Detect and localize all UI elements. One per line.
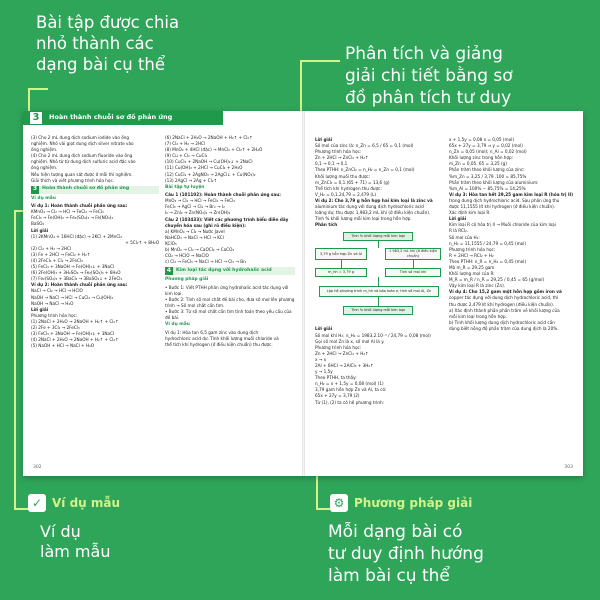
text-line: dùng biết nồng độ phần trăm của dung dịch là 20%. [449,325,559,331]
gear-icon: ⚙ [330,494,348,512]
equation-line: (7) Cl₂ + H₂ → 2HCl [165,141,206,147]
left-page-column-2 [165,135,295,348]
method-badge-label: Phương pháp giải [354,496,473,510]
equation-line: (4) 2NaCl + 2H₂O → 2NaOH + H₂↑ + Cl₂↑ [31,337,119,343]
reaction-chain: FeCl₃ → Fe(OH)₃ → Fe₂(SO₄)₃ → Fe(NO₃)₃ [31,215,114,221]
example-badge-label: Ví dụ mẫu [52,496,121,510]
connector-line [14,210,16,510]
reaction-chain: FeCl₃ → AgCl → Cl₂ → Br₂ → I₂ [165,204,225,210]
text-line: m_Zn = 0,05. 65 = 3,25 (g) [449,161,507,167]
block-number: 4 [166,266,172,274]
callout-line: Bài tập được chia [36,13,180,32]
reaction-chain: BaSO₄ [31,221,45,227]
method-step: • Bước 2: Tính số mol chất đề bài cho, đưa số mol lên phương trình → Số mol chất cần tìm. [165,296,295,308]
practice-label: Bài tập tự luyện [165,184,205,190]
example-title: Ví dụ 1: Hoàn thành chuỗi phản ứng sau: [31,203,128,209]
text-line: Số mol của H₂: [449,234,480,240]
connector-line [300,60,340,62]
flow-box-goal: Tính % khối lượng mỗi kim loại [343,232,413,241]
right-page-column-2 [449,137,577,332]
connector-line [316,508,330,510]
reaction-chain: I₂ → ZnI₂ → Zn(NO₃)₂ → Zn(OH)₂ [165,210,231,216]
text-line: Số mol khí H₂: n_H₂ = 1983,2.10⁻³ / 24,79 = 0,08 (mol) [315,332,431,338]
text-line: n_H₂ = x + 1,5y = 0,08 (mol) (1) [315,381,384,387]
text-line: Khối lượng muối thu được: [315,173,371,179]
text-line: (3) Cho 2 mL dung dịch sodium iodide vào ống [31,135,130,140]
equation-line: Zn + 2HCl → ZnCl₂ + H₂↑ [315,155,369,161]
right-page [305,111,583,476]
exercise-title: Câu 1 (101102): Hoàn thành chuỗi phản ứng sau: [165,192,281,198]
text-line: R là RCl₂. [449,228,469,234]
equation-line: (9) Cu + Cl₂ → CuCl₂ [165,153,208,159]
text-line: a) Xác định thành phần phần trăm về khối lượng của [449,307,560,313]
callout-exercise-types [36,12,266,75]
page-number: 302 [33,465,42,471]
callout-line: Ví dụ [40,522,81,541]
equation-line: (12) CuCl₂ + 2AgNO₃ → 2AgCl↓ + Cu(NO₃)₂ [165,171,256,177]
text-line: n_Zn = 0,05 (mol); n_Al = 0,02 (mol) [449,149,527,155]
equation-line: (4) 2FeCl₂ + Cl₂ → 2FeCl₃ [31,257,83,263]
equation-line: Phương trình hóa học: [31,312,78,318]
text-line: trong dung dịch hydrochloric acid. Sau phản ứng thu [449,197,560,203]
equation-line: 0,1 → 0,1 → 0,1 [315,161,348,167]
equation-line: R + 2HCl → RCl₂ + H₂ [449,252,494,258]
method-label: Phương pháp giải [165,277,209,283]
callout-line: dạng bài cụ thể [36,55,166,75]
solution-label: Lời giải [31,306,49,312]
example-title: Ví dụ 4: Cho 15,2 gam một hỗn hợp gồm iron và [449,289,562,295]
flow-box-system: Lập hệ phương trình m_hh và bảo toàn e, tính số mol Al, Zn [319,286,439,297]
equation-line: 2Al + 6HCl → 2AlCl₃ + 3H₂↑ [315,362,374,368]
method-step: • Bước 3: Từ số mol chất cần tìm tính toán theo yêu cầu của đề bài. [165,309,292,321]
text-line: thu được 2,479 lít khí hydrogen (điều kiện chuẩn). [449,301,555,307]
text-line: mỗi kim loại trong hỗn hợp. [449,313,507,319]
callout-line: làm mẫu [40,542,111,562]
text-line: ống nghiệm. [31,165,58,171]
example-title: Ví dụ 2: Hoàn thành chuỗi phản ứng sau: [31,282,128,288]
text-line: Giải thích và viết phương trình hóa học. [31,177,115,183]
method-step: • Bước 1: Viết PTHH phản ứng hydrohalic acid tác dụng với kim loại. [165,284,289,296]
right-page-column-1 [315,137,443,406]
text-line: Từ (1), (2) ta có hệ phương trình: [315,399,385,405]
callout-line: tư duy định hướng [328,543,484,564]
text-line: %m_Al = 100% − 85,75% = 14,25% [449,185,526,191]
equation-line: (1) 2KMnO₄ + 16HCl (đặc) → 2KCl + 2MnCl₂ [31,233,123,239]
callout-analysis [345,44,595,109]
equation-line: (5) FeCl₃ + 3NaOH → Fe(OH)₃↓ + 3NaCl [31,264,115,270]
flow-arrow [413,260,414,268]
example-title: Ví dụ 2: Cho 3,79 g hỗn hợp hai kim loại là zinc và [315,197,433,203]
reaction-chain: NaOH → NaCl → HCl → CuCl₂ → Cu(OH)₂ [31,294,114,300]
text-line: M_R = m_R / n_R = 29,25 / 0,45 = 65 (g/mol) [449,277,545,283]
reaction-chain: KMnO₄ → Cl₂ → HCl → FeCl₂ → FeCl₃ [31,209,104,215]
text-line: loãng dư, thu được 1,983,2 mL khí (ở điều kiện chuẩn). [315,210,431,216]
block-number: 3 [32,185,38,193]
reaction-chain: KClO₃ [165,240,177,246]
analysis-flowchart [315,230,443,326]
reaction-chain: NaOH → NaCl → H₂O [31,300,74,306]
equation-line: (3) Fe + 2HCl → FeCl₂ + H₂↑ [31,251,91,257]
block-heading-3 [31,186,159,194]
callout-line: Mỗi dạng bài có [328,522,463,542]
block-title: Kim loại tác dụng với hydrohalic acid [176,267,272,273]
text-line: Tính % khối lượng mỗi kim loại trong hỗn hợp. [315,216,412,222]
text-line: Nêu hiện tượng quan sát được ở mỗi thí nghiệm. [31,171,133,177]
text-line: Kim loại R có hóa trị II → Muối chloride của kim loại [449,222,556,228]
callout-example [40,522,200,563]
text-line: Xác định kim loại R. [449,210,491,216]
text-line: (4) Cho 2 mL dung dịch sodium fluoride vào ống [31,153,133,159]
connector-line [28,88,48,90]
equation-line: (6) 2Fe(OH)₃ + 3H₂SO₄ → Fe₂(SO₄)₃ + 6H₂O [31,270,121,276]
reaction-chain: MnO₂ → Cl₂ → HCl → FeCl₂ → FeCl₃ [165,198,235,204]
solution-label: Lời giải [315,137,333,142]
text-line: Phương trình hóa học: [315,344,362,350]
page-number: 303 [564,465,573,471]
flow-arrow [378,241,379,248]
section-number: 3 [29,111,43,125]
example-icon: ✓ [28,494,46,512]
solution-label: Lời giải [315,326,333,332]
equation-line: (7) Fe₂(SO₄)₃ + 3BaCl₂ → 3BaSO₄↓ + 2FeCl₃ [31,276,123,282]
text-line: Theo PTHH, ta thấy: [315,375,357,381]
reaction-chain: a) KMnO₄ → Cl₂ → Nước Javel [165,228,225,234]
method-badge [330,494,472,512]
equation-line: (6) 2NaCl + 2H₂O → 2NaOH + H₂↑ + Cl₂↑ [165,135,253,140]
flow-box-result: Tính % khối lượng mỗi kim loại [343,306,413,315]
solution-label: Lời giải [449,216,467,222]
equation-line: (10) CuCl₂ + 2NaOH → Cu(OH)₂↓ + 2NaCl [165,159,253,165]
equation-line: (11) Cu(OH)₂ + 2HCl → CuCl₂ + 2H₂O [165,165,243,171]
block-title: Hoàn thành chuỗi sơ đồ phản ứng [42,186,130,192]
equation-line: y → 1,5y [315,369,333,375]
text-line: Phần trăm theo khối lượng của aluminium: [449,179,539,185]
reaction-chain: b) MnO₂ → Cl₂ → CaOCl₂ → CaCO₃ [165,246,235,252]
text-line: 3,79 gam hỗn hợp Zn và Al, ta có: [315,387,387,393]
text-line: V_H₂ = 0,1.24,79 = 2,479 (L) [315,191,377,197]
equation-line: (1) 2NaCl + 2H₂O → 2NaOH + H₂↑ + Cl₂↑ [31,318,119,324]
flow-box-mass: m_hh = 3,79 g [315,268,367,277]
callout-method [328,522,588,587]
text-line: Gọi số mol Zn là x, số mol Al là y. [315,338,385,344]
text-line: Khối lượng zinc trong hỗn hợp: [449,155,514,161]
flow-box-mixture: 3,79 g hỗn hợp Zn và Al [315,248,367,260]
equation-line: 65x + 27y = 3,79 ⇒ y = 0,02 (mol) [449,143,523,149]
text-line: m_ZnCl₂ = 0,1.(65 + 71) = 13,6 (g) [315,179,390,185]
reaction-chain: NaHCO₃ → NaCl → HCl → KCl [165,234,224,240]
flow-arrow [341,260,342,268]
text-line: %m_Zn = 3,25 / 3,79 .100 = 85,75% [449,173,527,179]
left-page-column-1 [31,135,159,349]
example-label: Ví dụ mẫu [31,195,56,201]
equation-line: (13) 2AgCl → 2Ag + Cl₂↑ [165,177,218,183]
callout-line: đồ phân tích tư duy [345,87,512,108]
flow-box-gas: 1 983,2 mL khí (ở điều kiện chuẩn) [385,248,441,260]
text-line: Thể tích khí hydrogen thu được: [315,185,382,191]
text-line: b) Tính khối lượng dung dịch hydrochloric acid cần [449,319,555,325]
text-line: Số mol của zinc là: n_Zn = 6,5 / 65 = 0,1 (mol) [315,143,414,149]
example-label: Ví dụ mẫu [165,322,190,328]
callout-line: giải chi tiết bằng sơ [345,65,513,86]
equation-line: x + 1,5y = 0,08 x = 0,05 (mol) [449,137,514,142]
left-page [23,111,302,476]
text-line: được 11,1555 lít khí hydrogen (ở điều kiện chuẩn). [449,204,556,210]
book-spread [23,111,583,476]
equation-line: (8) MnO₂ + 4HCl (đặc) → MnCl₂ + Cl₂↑ + 2H₂O [165,147,263,153]
equation-line: x → x [315,356,327,362]
solution-label: Lời giải [31,227,49,233]
text-line: Phần trăm theo khối lượng của zinc: [449,167,525,173]
example-title: Ví dụ 3: Hòa tan hết 29,25 gam kim loại R (hóa trị II) [449,191,573,197]
reaction-chain: CO₂ → HClO → NaClO [165,253,209,259]
flow-arrow [378,297,379,306]
text-line: hydrochloric acid dư. Tính khối lượng muối chloride và [165,335,279,341]
equation-line: (3) FeCl₃ + 3NaOH → Fe(OH)₃↓ + 3NaCl [31,331,115,337]
text-line: Ví dụ 1: Hòa tan 6,5 gam zinc vào dung dịch [165,329,259,335]
text-line: aluminium tác dụng với dung dịch hydrochloric acid [315,204,424,210]
callout-line: làm bài cụ thể [328,565,450,586]
reaction-chain: NaCl → Cl₂ → HCl → HClO [31,288,83,294]
section-title: Hoàn thành chuỗi sơ đồ phản ứng [49,113,173,122]
exercise-title: Câu 2 (103433): Viết các phương trình biểu diễn dãy chuyển hóa sau (ghi rõ điều kiện): [165,216,289,228]
text-line: nghiệm. Nhỏ từ từ dung dịch sulfuric acid đặc vào [31,159,136,165]
equation-line: (5) NaOH + HCl → NaCl + H₂O [31,343,95,349]
text-line: nghiệm. Nhỏ vài giọt dung dịch silver nitrate vào [31,141,134,147]
reaction-chain: c) Cl₂ → FeCl₃ → NaCl → HCl → Cl₂ → Br₂ [165,259,247,265]
text-line: copper tác dụng với dung dịch hydrochloric acid, thì [449,295,559,301]
example-badge [28,494,120,512]
equation-line: (2) Cl₂ + H₂ → 2HCl [31,245,72,251]
text-line: n_H₂ = 11,1555 / 24,79 = 0,45 (mol) [449,240,527,246]
text-line: thể tích khí hydrogen (ở điều kiện chuẩn) thu được. [165,341,273,347]
flow-box-moles: Tính số mol khí [385,268,441,277]
text-line: Khối lượng mol của R: [449,271,495,277]
callout-line: nhỏ thành các [36,34,154,54]
flow-arrow [378,277,379,286]
text-line: Mà m_R = 29,25 gam [449,264,495,270]
equation-line: + 5Cl₂↑ + 8H₂O [125,239,159,245]
text-line: ống nghiệm. [31,147,58,153]
text-line: Theo PTHH: n_R = n_H₂ = 0,45 (mol) [449,258,527,264]
text-line: Phương trình hóa học: [449,246,496,252]
text-line: 65x + 27y = 3,79 (2) [315,393,360,399]
section-tag [23,111,223,125]
text-line: Vậy kim loại R là zinc (Zn). [449,283,506,289]
equation-line: Zn + 2HCl → ZnCl₂ + H₂↑ [315,350,369,356]
block-heading-4 [165,267,295,275]
text-line: Theo PTHH: n_ZnCl₂ = n_H₂ = n_Zn = 0,1 (mol) [315,167,415,173]
text-line: Phương trình hóa học: [315,149,362,155]
equation-line: (2) 2Fe + 3Cl₂ → 2FeCl₃ [31,325,80,330]
analysis-label: Phân tích [315,222,338,228]
callout-line: Phân tích và giảng [345,44,503,64]
